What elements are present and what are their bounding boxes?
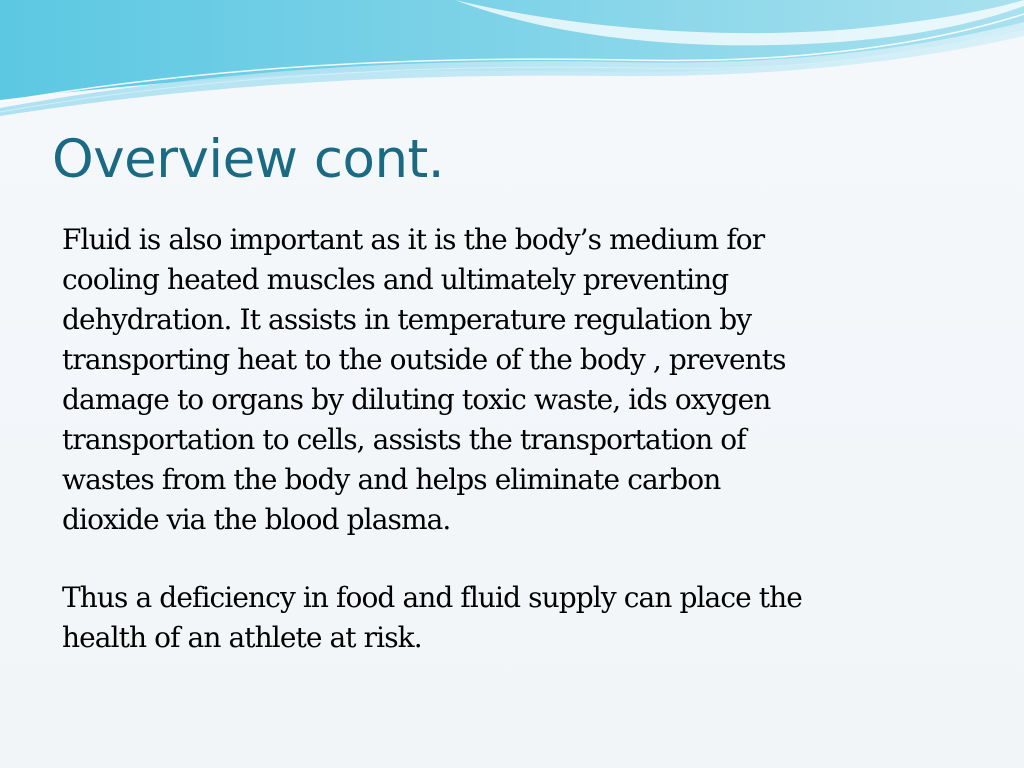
body-paragraph <box>62 220 982 540</box>
text-line: damage to organs by diluting toxic waste, ids oxygen <box>62 383 771 416</box>
text-line: dioxide via the blood plasma. <box>62 503 451 536</box>
text-line: dehydration. It assists in temperature regulation by <box>62 303 752 336</box>
text-line: transporting heat to the outside of the body , prevents <box>62 343 786 376</box>
text-line: Fluid is also important as it is the body’s medium for <box>62 223 765 256</box>
text-line: wastes from the body and helps eliminate carbon <box>62 463 721 496</box>
text-line: Thus a deficiency in food and fluid supply can place the <box>62 581 802 614</box>
wave-banner <box>0 0 1024 120</box>
text-line: health of an athlete at risk. <box>62 621 422 654</box>
slide-title: Overview cont. <box>52 129 445 190</box>
slide-body <box>62 220 982 696</box>
body-paragraph <box>62 578 982 658</box>
text-line: transportation to cells, assists the transportation of <box>62 423 746 456</box>
text-line: cooling heated muscles and ultimately preventing <box>62 263 729 296</box>
